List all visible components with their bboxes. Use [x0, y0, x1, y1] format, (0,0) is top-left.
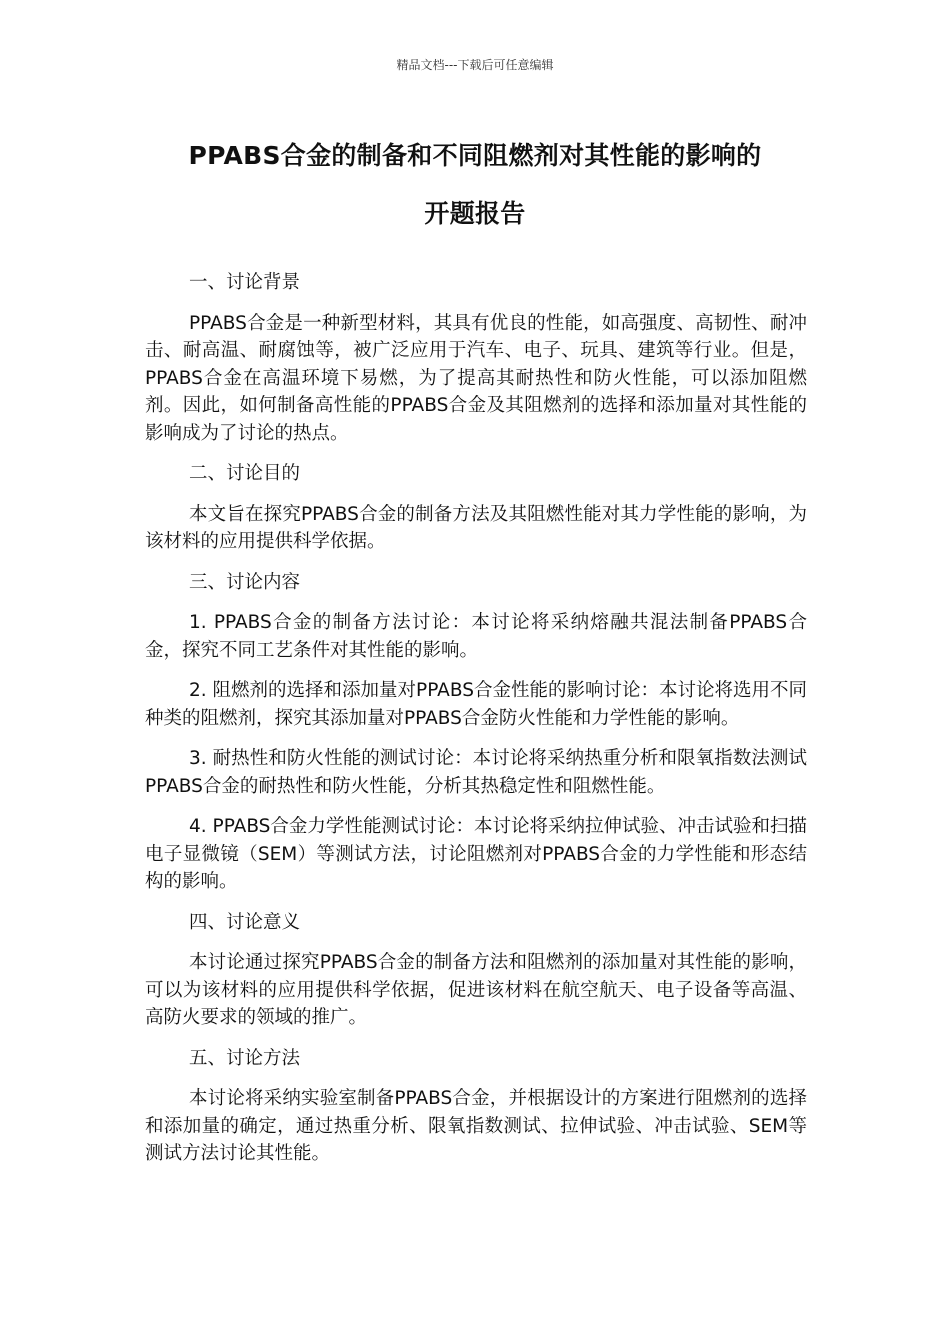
paragraph-content-item-1: 1. PPABS合金的制备方法讨论：本讨论将采纳熔融共混法制备PPABS合金，探究不同工艺条件对其性能的影响。 [145, 612, 807, 661]
paragraph-method: 本讨论将采纳实验室制备PPABS合金，并根据设计的方案进行阻燃剂的选择和添加量的确定，通过热重分析、限氧指数测试、拉伸试验、冲击试验、SEM等测试方法讨论其性能。 [145, 1088, 807, 1164]
header-note: 精品文档---下载后可任意编辑 [396, 58, 554, 72]
paragraph-content-item-4: 4. PPABS合金力学性能测试讨论：本讨论将采纳拉伸试验、冲击试验和扫描电子显微镜（SEM）等测试方法，讨论阻燃剂对PPABS合金的力学性能和形态结构的影响。 [145, 816, 807, 892]
paragraph-content-item-3: 3. 耐热性和防火性能的测试讨论：本讨论将采纳热重分析和限氧指数法测试PPABS合金的耐热性和防火性能，分析其热稳定性和阻燃性能。 [145, 748, 807, 797]
section-heading-content: 三、讨论内容 [189, 571, 301, 593]
document-title-line-2: 开题报告 [424, 199, 526, 228]
section-heading-background: 一、讨论背景 [189, 272, 301, 293]
document-title-line-1: PPABS合金的制备和不同阻燃剂对其性能的影响的 [188, 141, 762, 170]
section-heading-purpose: 二、讨论目的 [189, 463, 301, 484]
section-heading-method: 五、讨论方法 [189, 1047, 301, 1069]
document-body [145, 269, 807, 1181]
paragraph-significance: 本讨论通过探究PPABS合金的制备方法和阻燃剂的添加量对其性能的影响，可以为该材料的应用提供科学依据，促进该材料在航空航天、电子设备等高温、高防火要求的领域的推广。 [145, 952, 807, 1028]
paragraph-purpose: 本文旨在探究PPABS合金的制备方法及其阻燃性能对其力学性能的影响，为该材料的应用提供科学依据。 [145, 503, 807, 552]
paragraph-content-item-2: 2. 阻燃剂的选择和添加量对PPABS合金性能的影响讨论：本讨论将选用不同种类的阻燃剂，探究其添加量对PPABS合金防火性能和力学性能的影响。 [145, 680, 807, 729]
section-heading-significance: 四、讨论意义 [189, 911, 301, 933]
paragraph-background: PPABS合金是一种新型材料，其具有优良的性能，如高强度、高韧性、耐冲击、耐高温、耐腐蚀等，被广泛应用于汽车、电子、玩具、建筑等行业。但是，PPABS合金在高温环境下易燃，为了提高其耐热性和防火性能，可以添加阻燃剂。因此，如何制备高性能的PPABS合金及其阻燃剂的选择和添加量对其性能的影响成为了讨论的热点。 [145, 312, 807, 444]
